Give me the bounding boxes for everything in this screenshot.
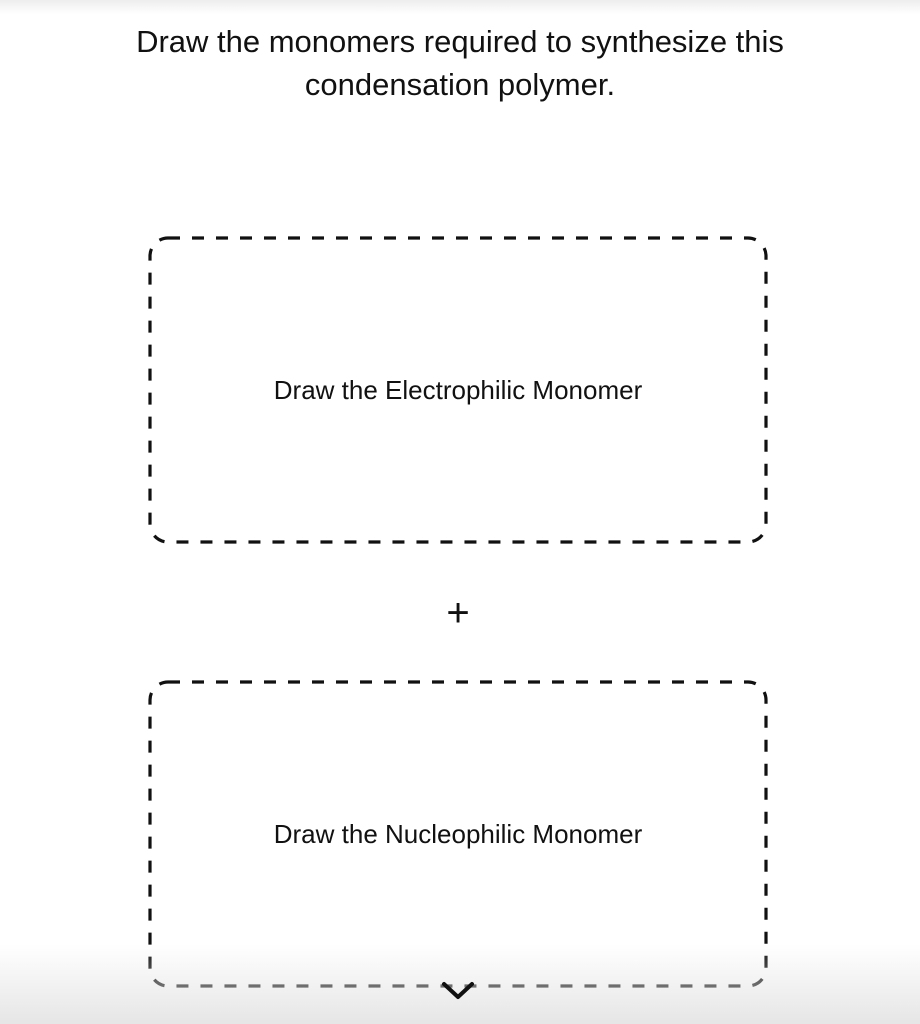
plus-operator: +	[446, 591, 470, 635]
nucleophilic-monomer-drawing-area[interactable]	[148, 680, 768, 988]
chevron-down-icon[interactable]	[438, 975, 478, 1005]
nucleophilic-monomer-label: Draw the Nucleophilic Monomer	[273, 818, 643, 849]
electrophilic-monomer-drawing-area[interactable]	[148, 236, 768, 544]
question-prompt: Draw the monomers required to synthesize this condensation polymer.	[136, 24, 784, 102]
electrophilic-monomer-label: Draw the Electrophilic Monomer	[273, 374, 643, 405]
top-shadow	[0, 0, 920, 14]
chevron-down-glyph	[438, 975, 478, 1005]
